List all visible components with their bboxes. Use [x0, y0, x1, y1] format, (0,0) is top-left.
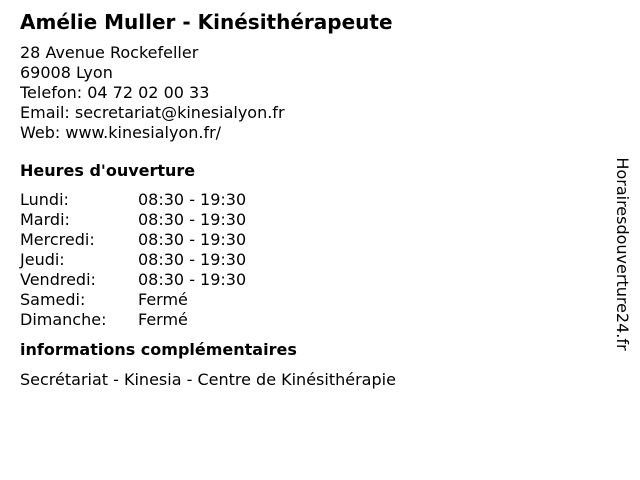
time-value: 08:30 - 19:30	[138, 270, 247, 289]
day-label: Mardi:	[20, 210, 70, 229]
day-label: Lundi:	[20, 190, 69, 209]
time-value: 08:30 - 19:30	[138, 190, 247, 209]
site-watermark: Horairesdouverture24.fr	[613, 157, 632, 351]
web-line: Web: www.kinesialyon.fr/	[20, 123, 222, 142]
hours-row-thursday	[20, 250, 600, 270]
hours-row-sunday	[20, 310, 600, 330]
time-value: 08:30 - 19:30	[138, 230, 247, 249]
contact-block	[20, 43, 600, 143]
hours-row-wednesday	[20, 230, 600, 250]
business-title: Amélie Muller - Kinésithérapeute	[20, 10, 393, 34]
hours-row-saturday	[20, 290, 600, 310]
info-text: Secrétariat - Kinesia - Centre de Kinésithérapie	[20, 370, 396, 389]
day-label: Vendredi:	[20, 270, 96, 289]
hours-table	[20, 190, 600, 330]
hours-row-friday	[20, 270, 600, 290]
email-line: Email: secretariat@kinesialyon.fr	[20, 103, 285, 122]
time-value: Fermé	[138, 310, 188, 329]
info-heading: informations complémentaires	[20, 340, 297, 359]
street-address: 28 Avenue Rockefeller	[20, 43, 199, 62]
hours-row-monday	[20, 190, 600, 210]
hours-heading: Heures d'ouverture	[20, 161, 196, 180]
day-label: Dimanche:	[20, 310, 107, 329]
day-label: Jeudi:	[20, 250, 65, 269]
day-label: Samedi:	[20, 290, 86, 309]
business-card	[20, 9, 600, 390]
day-label: Mercredi:	[20, 230, 95, 249]
city-address: 69008 Lyon	[20, 63, 113, 82]
hours-row-tuesday	[20, 210, 600, 230]
time-value: Fermé	[138, 290, 188, 309]
phone-line: Telefon: 04 72 02 00 33	[20, 83, 210, 102]
time-value: 08:30 - 19:30	[138, 210, 247, 229]
time-value: 08:30 - 19:30	[138, 250, 247, 269]
